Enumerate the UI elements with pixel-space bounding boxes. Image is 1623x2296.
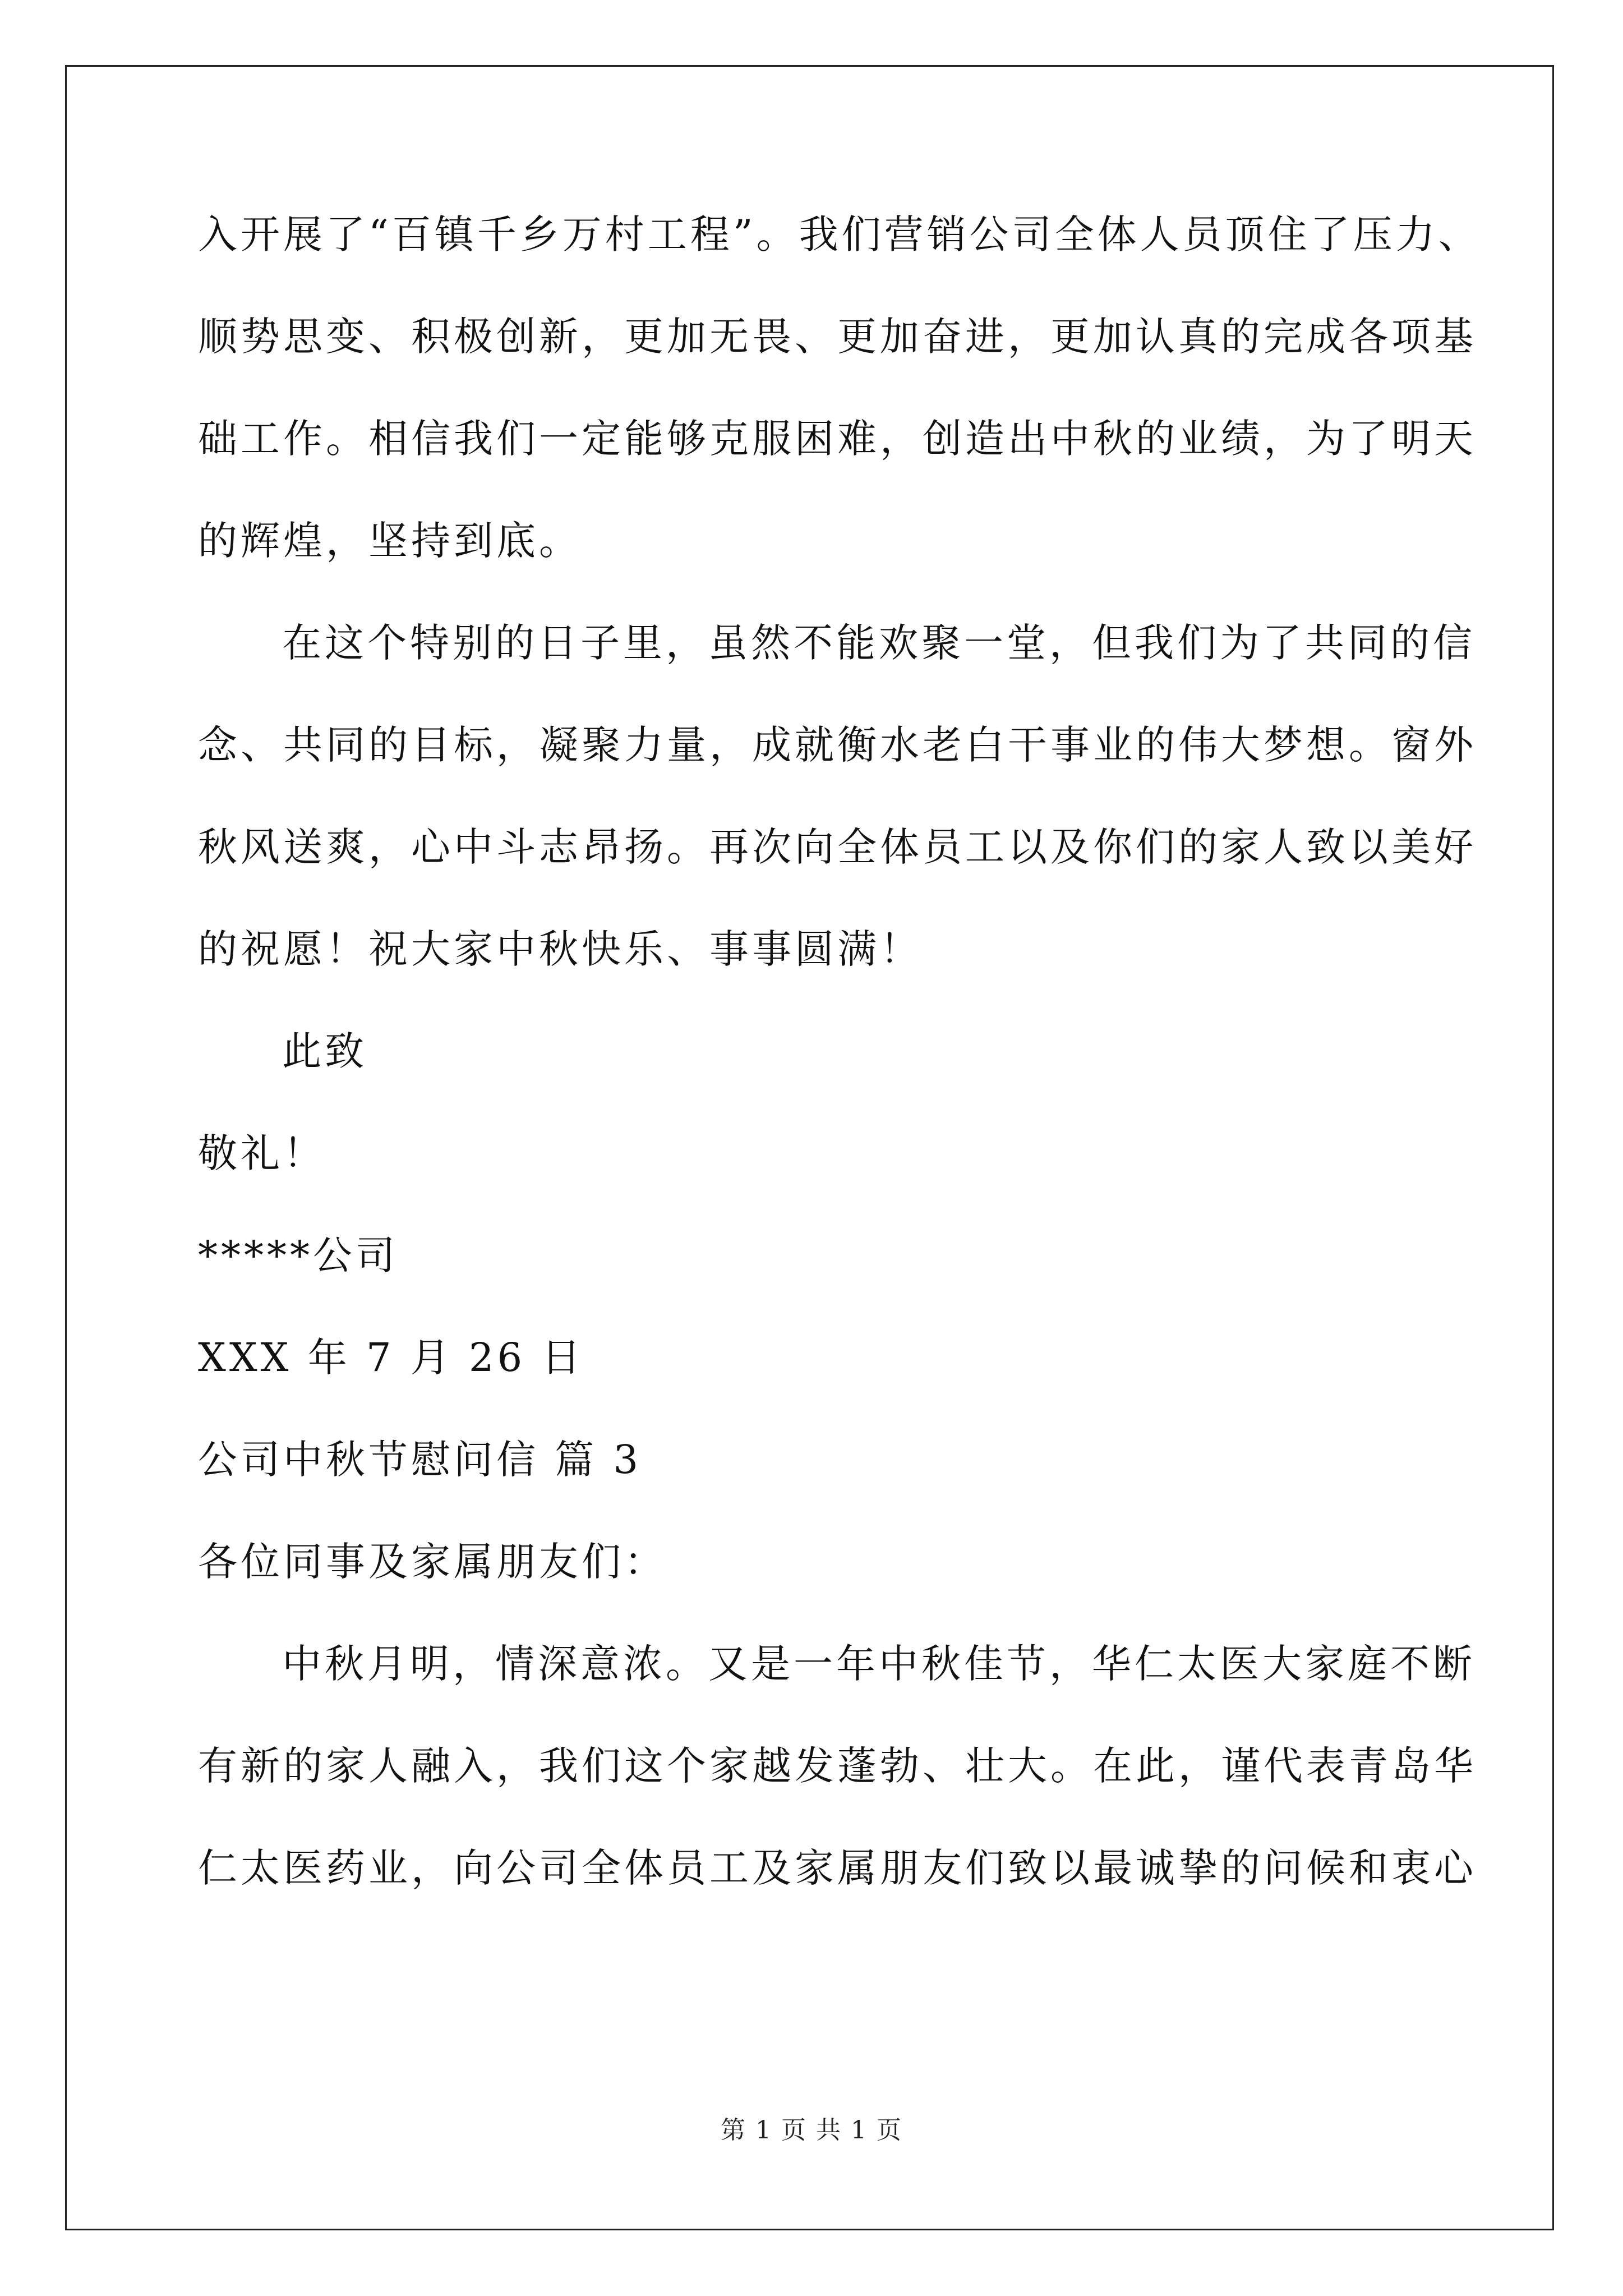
body-line-6: 念、共同的目标，凝聚力量，成就衡水老白干事业的伟大梦想。窗外 [198, 722, 1477, 768]
body-line-7: 秋风送爽，心中斗志昂扬。再次向全体员工以及你们的家人致以美好 [198, 824, 1477, 870]
body-line-17: 仁太医药业，向公司全体员工及家属朋友们致以最诚挚的问候和衷心 [198, 1845, 1477, 1891]
closing-salutation: 此致 [282, 1028, 367, 1074]
body-line-3: 础工作。相信我们一定能够克服困难，创造出中秋的业绩，为了明天 [198, 416, 1477, 462]
body-line-8: 的祝愿！祝大家中秋快乐、事事圆满！ [198, 926, 923, 972]
body-line-4: 的辉煌，坚持到底。 [198, 518, 582, 564]
body-line-2: 顺势思变、积极创新，更加无畏、更加奋进，更加认真的完成各项基 [198, 314, 1477, 360]
greeting-line: 各位同事及家属朋友们： [198, 1539, 667, 1585]
paragraph-start-line-2: 中秋月明，情深意浓。又是一年中秋佳节，华仁太医大家庭不断 [282, 1641, 1476, 1687]
section-title: 公司中秋节慰问信 篇 3 [198, 1437, 642, 1483]
body-line-1: 入开展了“百镇千乡万村工程”。我们营销公司全体人员顶住了压力、 [198, 211, 1481, 257]
paragraph-start-line: 在这个特别的日子里，虽然不能欢聚一堂，但我们为了共同的信 [282, 620, 1476, 666]
letter-date: XXX 年 7 月 26 日 [198, 1335, 584, 1381]
closing-regards: 敬礼！ [198, 1130, 326, 1176]
company-signature: *****公司 [198, 1232, 398, 1278]
body-line-16: 有新的家人融入，我们这个家越发蓬勃、壮大。在此，谨代表青岛华 [198, 1743, 1477, 1789]
page-number-footer: 第 1 页 共 1 页 [721, 2116, 902, 2145]
